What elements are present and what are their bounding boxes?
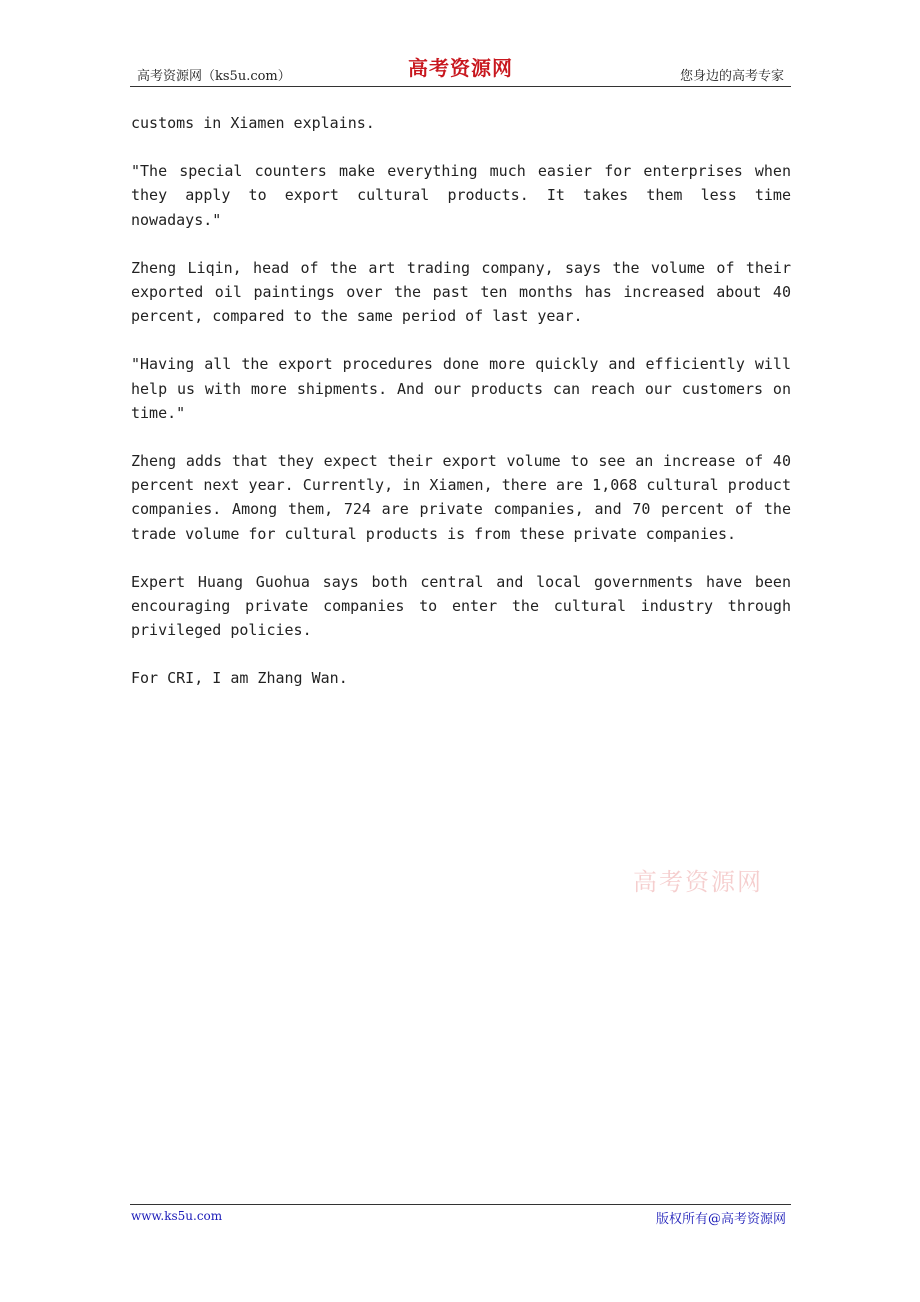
- paragraph: For CRI, I am Zhang Wan.: [131, 669, 348, 688]
- paragraph: Zheng Liqin, head of the art trading company, says the volume of their exported oil paintings over the past ten months has increased about 40 percent, compared to the same period of last year.: [131, 258, 791, 326]
- paragraph: "The special counters make everything much easier for enterprises when they apply to export cultural products. It takes them less time nowadays.": [131, 162, 791, 229]
- watermark-logo: 高考资源网: [633, 868, 763, 896]
- header-logo: 高考资源网: [408, 56, 513, 80]
- footer-url-link[interactable]: www.ks5u.com: [131, 1209, 223, 1223]
- paragraph: customs in Xiamen explains.: [131, 114, 375, 132]
- header-site-name: 高考资源网（ks5u.com）: [137, 69, 291, 84]
- article-body: [131, 111, 791, 715]
- paragraph: Expert Huang Guohua says both central and local governments have been encouraging private companies to enter the cultural industry through privileged policies.: [131, 572, 791, 640]
- page-header: [130, 52, 791, 87]
- page-footer: [130, 1204, 791, 1229]
- paragraph: Zheng adds that they expect their export volume to see an increase of 40 percent next year. Currently, in Xiamen, there are 1,068 cultural product companies. Among them, 724 are private companies, and 70 percent of the trade volume for cultural products is from these private companies.: [131, 452, 791, 543]
- paragraph: "Having all the export procedures done more quickly and efficiently will help us with more shipments. And our products can reach our customers on time.": [131, 355, 791, 422]
- header-slogan: 您身边的高考专家: [679, 69, 784, 84]
- footer-copyright: 版权所有@高考资源网: [655, 1212, 786, 1227]
